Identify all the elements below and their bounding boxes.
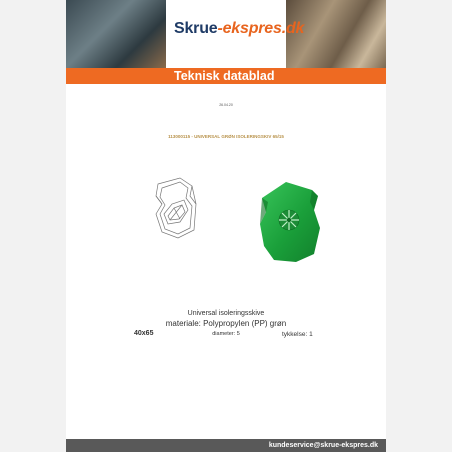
product-title: 113000115 - UNIVERSAL GRØN ISOLERINGSKIV 65/15 (168, 134, 284, 139)
banner-title: Teknisk datablad (174, 69, 275, 83)
brand-accent: -ekspres.dk (217, 20, 305, 37)
footer (66, 439, 386, 452)
document-date: 26.04.20 (219, 103, 233, 107)
customer-service-email-link[interactable]: kundeservice@skrue-ekspres.dk (268, 442, 378, 449)
green-washer-icon (256, 180, 324, 264)
spec-name: Universal isoleringsskive (187, 310, 265, 317)
spec-size: 40x65 (134, 330, 154, 337)
tools-photo (66, 0, 166, 68)
header (66, 0, 386, 68)
spec-thickness: tykkelse: 1 (282, 331, 313, 338)
datasheet-page (66, 0, 386, 452)
brand-logo[interactable] (174, 20, 304, 38)
spec-material: materiale: Polypropylen (PP) grøn (165, 319, 287, 328)
spec-diameter: diameter: 5 (212, 331, 240, 337)
brand-name: Skrue (174, 20, 218, 37)
line-drawing-washer-icon (150, 174, 210, 242)
